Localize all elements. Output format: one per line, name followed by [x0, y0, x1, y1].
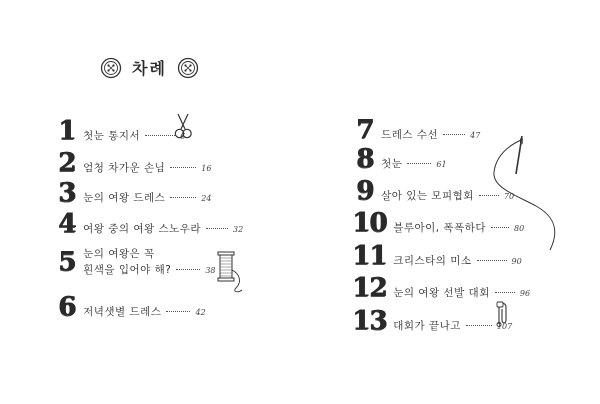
page-title: 차례 — [132, 59, 167, 78]
page-number: 96 — [519, 289, 531, 298]
dot-leader — [176, 268, 200, 270]
dot-leader — [145, 134, 175, 136]
chapter-number: 2 — [58, 148, 77, 178]
toc-entry — [58, 246, 216, 278]
chapter-title: 살아 있는 모피협회 — [381, 190, 474, 202]
chapter-title-block — [83, 246, 215, 278]
chapter-title: 눈의 여왕 드레스 — [83, 192, 166, 204]
toc-entry — [58, 150, 211, 176]
toc-entry — [58, 118, 185, 144]
dot-leader — [495, 291, 515, 293]
chapter-title: 첫눈 통지서 — [83, 130, 141, 142]
chapter-number: 7 — [356, 115, 375, 145]
chapter-title: 첫눈 — [381, 158, 403, 170]
dot-leader — [170, 166, 196, 168]
page-number: 70 — [503, 192, 515, 201]
chapter-title: 대회가 끝나고 — [393, 320, 461, 332]
chapter-number: 12 — [352, 273, 387, 303]
page-number: 42 — [195, 308, 206, 317]
page-number: 107 — [496, 322, 513, 331]
toc-entry — [58, 180, 211, 206]
button-icon — [177, 57, 199, 79]
dot-leader — [170, 196, 196, 198]
toc-entry — [356, 146, 447, 172]
dot-leader — [166, 310, 190, 312]
dot-leader — [466, 324, 492, 326]
button-icon — [100, 57, 122, 79]
chapter-number: 5 — [58, 247, 77, 277]
toc-entry — [352, 308, 512, 334]
chapter-number: 11 — [352, 241, 387, 271]
page-number: 16 — [201, 164, 212, 173]
safety-pin-icon — [492, 300, 512, 328]
toc-entry — [58, 211, 243, 237]
chapter-number: 1 — [58, 116, 77, 146]
dot-leader — [477, 259, 507, 261]
needle-thread-icon — [488, 132, 568, 254]
chapter-number: 8 — [356, 144, 375, 174]
chapter-title: 눈의 여왕 선발 대회 — [393, 287, 490, 299]
toc-entry — [352, 275, 530, 301]
page-number: 6 — [180, 132, 186, 141]
page-number: 38 — [205, 266, 216, 275]
chapter-title: 여왕 중의 여왕 스노우라 — [83, 223, 202, 235]
chapter-title-line2: 흰색을 입어야 해? — [83, 264, 172, 276]
toc-heading — [100, 56, 199, 79]
chapter-number: 9 — [356, 176, 375, 206]
page-number: 90 — [511, 257, 522, 266]
chapter-number: 6 — [58, 292, 77, 322]
chapter-title: 엄청 차가운 손님 — [83, 162, 166, 174]
chapter-title-line1: 눈의 여왕은 꼭 — [83, 248, 155, 260]
page-number: 80 — [514, 224, 525, 233]
chapter-title: 블루아이, 폭폭하다 — [393, 222, 487, 234]
chapter-title: 저녁샛별 드레스 — [83, 306, 162, 318]
chapter-title: 크리스타의 미소 — [393, 255, 472, 267]
chapter-title: 드레스 수선 — [381, 129, 439, 141]
dot-leader — [443, 133, 465, 135]
scissors-icon — [172, 112, 194, 140]
chapter-title-row2 — [83, 262, 215, 278]
chapter-number: 3 — [58, 178, 77, 208]
page-number: 32 — [233, 225, 244, 234]
chapter-number: 10 — [352, 208, 387, 238]
toc-entry — [58, 294, 206, 320]
chapter-number: 4 — [58, 209, 77, 239]
toc-entry — [356, 117, 480, 143]
page-number: 47 — [470, 131, 481, 140]
page-number: 24 — [201, 194, 212, 203]
dot-leader — [206, 227, 228, 229]
page-number: 61 — [436, 160, 447, 169]
dot-leader — [407, 162, 431, 164]
chapter-number: 13 — [352, 306, 387, 336]
thread-spool-icon — [212, 248, 246, 294]
